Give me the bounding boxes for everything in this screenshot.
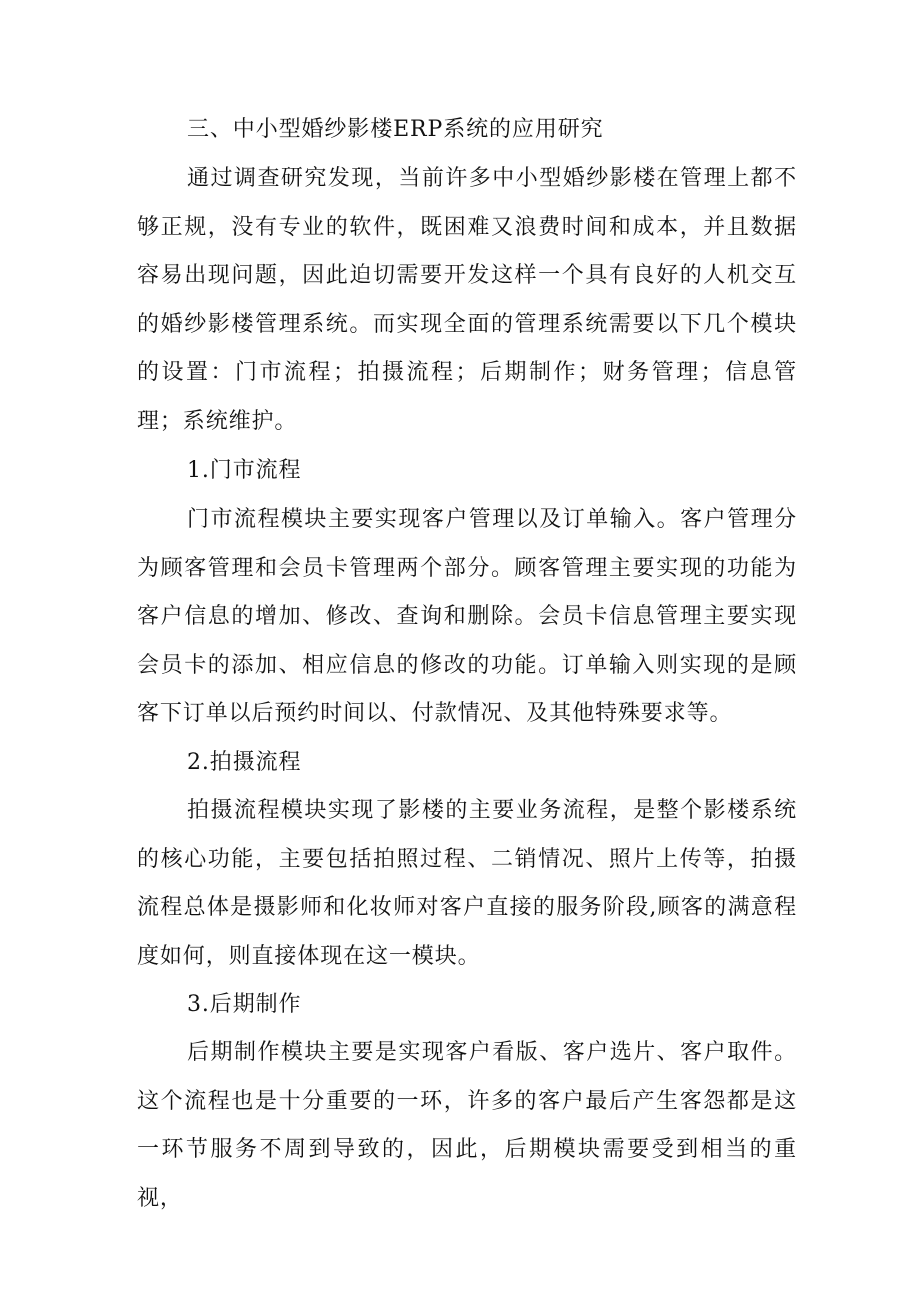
subsection-heading-2: 2.拍摄流程 [187, 750, 302, 775]
subsection-heading-3: 3.后期制作 [187, 992, 302, 1017]
subsection-paragraph-2: 拍摄流程模块实现了影楼的主要业务流程，是整个影楼系统的核心功能，主要包括拍照过程、二销情况、照片上传等，拍摄流程总体是摄影师和化妆师对客户直接的服务阶段,顾客的满意程度如何，则直接体现在这一模块。 [137, 798, 797, 969]
intro-paragraph: 通过调查研究发现，当前许多中小型婚纱影楼在管理上都不够正规，没有专业的软件，既困难又浪费时间和成本，并且数据容易出现问题，因此迫切需要开发这样一个具有良好的人机交互的婚纱影楼管理系统。而实现全面的管理系统需要以下几个模块的设置：门市流程；拍摄流程；后期制作；财务管理；信息管理；系统维护。 [137, 166, 797, 434]
subsection-heading-1: 1.门市流程 [187, 458, 302, 483]
subsection-paragraph-1: 门市流程模块主要实现客户管理以及订单输入。客户管理分为顾客管理和会员卡管理两个部分。顾客管理主要实现的功能为客户信息的增加、修改、查询和删除。会员卡信息管理主要实现会员卡的添加、相应信息的修改的功能。订单输入则实现的是顾客下订单以后预约时间以、付款情况、及其他特殊要求等。 [137, 507, 797, 727]
section-title: 三、中小型婚纱影楼ERP系统的应用研究 [187, 117, 604, 142]
subsection-paragraph-3: 后期制作模块主要是实现客户看版、客户选片、客户取件。这个流程也是十分重要的一环，许多的客户最后产生客怨都是这一环节服务不周到导致的，因此，后期模块需要受到相当的重视， [137, 1040, 797, 1211]
